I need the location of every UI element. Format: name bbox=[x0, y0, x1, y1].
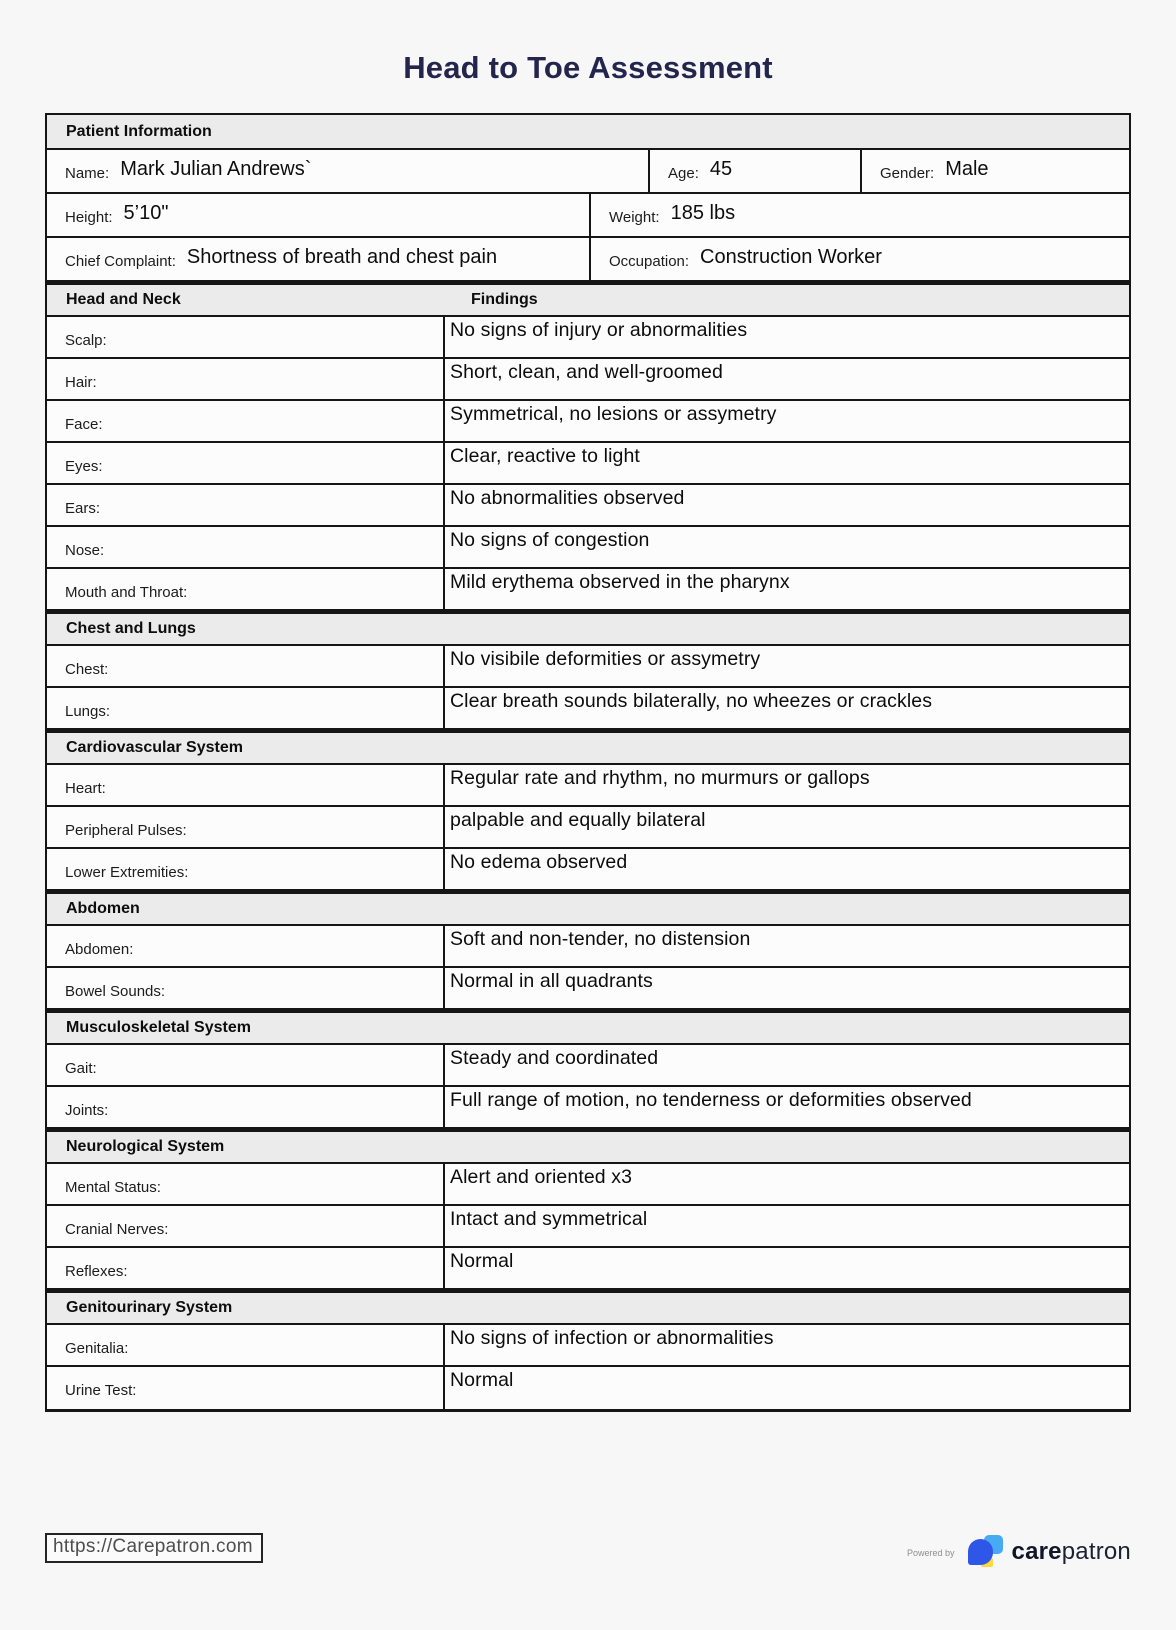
row-finding: Symmetrical, no lesions or assymetry bbox=[450, 403, 777, 425]
row-face bbox=[47, 401, 1129, 443]
field-age-value: 45 bbox=[709, 158, 733, 180]
logo-front-shape bbox=[968, 1539, 993, 1565]
row-heart bbox=[47, 765, 1129, 807]
row-label: Lower Extremities: bbox=[47, 849, 445, 889]
row-label: Bowel Sounds: bbox=[47, 968, 445, 1008]
row-finding: No signs of congestion bbox=[450, 529, 650, 551]
row-mental-status bbox=[47, 1164, 1129, 1206]
findings-column-header: Findings bbox=[471, 291, 538, 308]
row-bowel-sounds bbox=[47, 968, 1129, 1010]
row-finding: No signs of injury or abnormalities bbox=[450, 319, 748, 341]
row-hair bbox=[47, 359, 1129, 401]
row-peripheral-pulses bbox=[47, 807, 1129, 849]
brand-wordmark-care: care bbox=[1011, 1538, 1062, 1565]
row-finding: Alert and oriented x3 bbox=[450, 1166, 633, 1188]
row-joints bbox=[47, 1087, 1129, 1129]
patient-row-2 bbox=[47, 194, 1129, 238]
field-height-label: Height: bbox=[65, 209, 113, 226]
row-finding: Normal bbox=[450, 1369, 514, 1391]
row-mouth-and-throat bbox=[47, 569, 1129, 611]
row-genitalia bbox=[47, 1325, 1129, 1367]
row-label: Reflexes: bbox=[47, 1248, 445, 1288]
row-label: Cranial Nerves: bbox=[47, 1206, 445, 1246]
section-header-label: Cardiovascular System bbox=[66, 739, 243, 756]
section-header-head-and-neck bbox=[47, 282, 1129, 317]
row-label: Nose: bbox=[47, 527, 445, 567]
row-abdomen bbox=[47, 926, 1129, 968]
row-reflexes bbox=[47, 1248, 1129, 1290]
row-finding: Regular rate and rhythm, no murmurs or gallops bbox=[450, 767, 870, 789]
row-finding: No edema observed bbox=[450, 851, 628, 873]
footer bbox=[45, 1533, 1131, 1569]
row-label: Joints: bbox=[47, 1087, 445, 1127]
carepatron-logo-icon bbox=[968, 1535, 1005, 1569]
section-header-abdomen bbox=[47, 891, 1129, 926]
row-cranial-nerves bbox=[47, 1206, 1129, 1248]
row-finding: Short, clean, and well-groomed bbox=[450, 361, 723, 383]
section-header-label: Patient Information bbox=[66, 122, 212, 140]
row-label: Gait: bbox=[47, 1045, 445, 1085]
row-label: Lungs: bbox=[47, 688, 445, 728]
row-lungs bbox=[47, 688, 1129, 730]
row-label: Urine Test: bbox=[47, 1367, 445, 1409]
section-header-chest-and-lungs bbox=[47, 611, 1129, 646]
field-chief-complaint-value: Shortness of breath and chest pain bbox=[186, 246, 498, 268]
section-header-label: Musculoskeletal System bbox=[66, 1019, 251, 1036]
row-finding: Full range of motion, no tenderness or deformities observed bbox=[450, 1089, 972, 1111]
row-label: Chest: bbox=[47, 646, 445, 686]
section-header-cardiovascular-system bbox=[47, 730, 1129, 765]
row-label: Mental Status: bbox=[47, 1164, 445, 1204]
section-header-musculoskeletal-system bbox=[47, 1010, 1129, 1045]
row-finding: Clear breath sounds bilaterally, no wheezes or crackles bbox=[450, 690, 933, 712]
section-header-label: Chest and Lungs bbox=[66, 620, 196, 637]
section-header-neurological-system bbox=[47, 1129, 1129, 1164]
assessment-form-table bbox=[45, 113, 1131, 1412]
section-header-label: Head and Neck bbox=[66, 291, 181, 308]
carepatron-brand-link[interactable] bbox=[907, 1535, 1131, 1569]
row-finding: No visibile deformities or assymetry bbox=[450, 648, 761, 670]
row-finding: Intact and symmetrical bbox=[450, 1208, 648, 1230]
carepatron-url-link[interactable]: https://Carepatron.com bbox=[45, 1533, 263, 1563]
field-gender bbox=[860, 150, 1129, 192]
field-name-value: Mark Julian Andrews` bbox=[120, 158, 312, 180]
field-chief-complaint-label: Chief Complaint: bbox=[65, 253, 176, 270]
row-lower-extremities bbox=[47, 849, 1129, 891]
row-finding: Normal bbox=[450, 1250, 514, 1272]
field-gender-label: Gender: bbox=[880, 165, 935, 182]
section-header-patient-information bbox=[47, 115, 1129, 150]
row-label: Heart: bbox=[47, 765, 445, 805]
row-label: Peripheral Pulses: bbox=[47, 807, 445, 847]
field-gender-value: Male bbox=[945, 158, 989, 180]
row-label: Ears: bbox=[47, 485, 445, 525]
field-occupation bbox=[589, 238, 1129, 280]
row-label: Scalp: bbox=[47, 317, 445, 357]
row-finding: Normal in all quadrants bbox=[450, 970, 653, 992]
field-name-label: Name: bbox=[65, 165, 110, 182]
row-finding: Clear, reactive to light bbox=[450, 445, 640, 467]
row-finding: No signs of infection or abnormalities bbox=[450, 1327, 774, 1349]
row-label: Genitalia: bbox=[47, 1325, 445, 1365]
row-finding: No abnormalities observed bbox=[450, 487, 685, 509]
row-label: Mouth and Throat: bbox=[47, 569, 445, 609]
field-age bbox=[648, 150, 860, 192]
row-eyes bbox=[47, 443, 1129, 485]
row-finding: Soft and non-tender, no distension bbox=[450, 928, 751, 950]
patient-row-1 bbox=[47, 150, 1129, 194]
row-label: Hair: bbox=[47, 359, 445, 399]
page-title: Head to Toe Assessment bbox=[403, 50, 773, 85]
row-gait bbox=[47, 1045, 1129, 1087]
section-header-label: Neurological System bbox=[66, 1138, 225, 1155]
row-ears bbox=[47, 485, 1129, 527]
row-finding: Mild erythema observed in the pharynx bbox=[450, 571, 790, 593]
row-label: Eyes: bbox=[47, 443, 445, 483]
row-chest bbox=[47, 646, 1129, 688]
brand-wordmark-patron: patron bbox=[1061, 1538, 1131, 1565]
patient-row-3 bbox=[47, 238, 1129, 282]
field-weight-label: Weight: bbox=[609, 209, 660, 226]
row-urine-test bbox=[47, 1367, 1129, 1409]
section-header-genitourinary-system bbox=[47, 1290, 1129, 1325]
field-occupation-value: Construction Worker bbox=[700, 246, 882, 268]
row-finding: Steady and coordinated bbox=[450, 1047, 659, 1069]
row-finding: palpable and equally bilateral bbox=[450, 809, 706, 831]
section-header-label: Abdomen bbox=[66, 900, 140, 917]
field-age-label: Age: bbox=[668, 165, 699, 182]
row-nose bbox=[47, 527, 1129, 569]
row-label: Abdomen: bbox=[47, 926, 445, 966]
row-scalp bbox=[47, 317, 1129, 359]
powered-by-label: Powered by bbox=[907, 1548, 955, 1558]
field-weight bbox=[589, 194, 1129, 236]
field-height bbox=[47, 194, 589, 236]
section-header-label: Genitourinary System bbox=[66, 1299, 233, 1316]
field-occupation-label: Occupation: bbox=[609, 253, 690, 270]
brand-wordmark bbox=[1012, 1538, 1131, 1566]
field-chief-complaint bbox=[47, 238, 589, 280]
row-label: Face: bbox=[47, 401, 445, 441]
field-weight-value: 185 lbs bbox=[670, 202, 736, 224]
field-height-value: 5’10" bbox=[123, 202, 169, 224]
field-name bbox=[47, 150, 648, 192]
